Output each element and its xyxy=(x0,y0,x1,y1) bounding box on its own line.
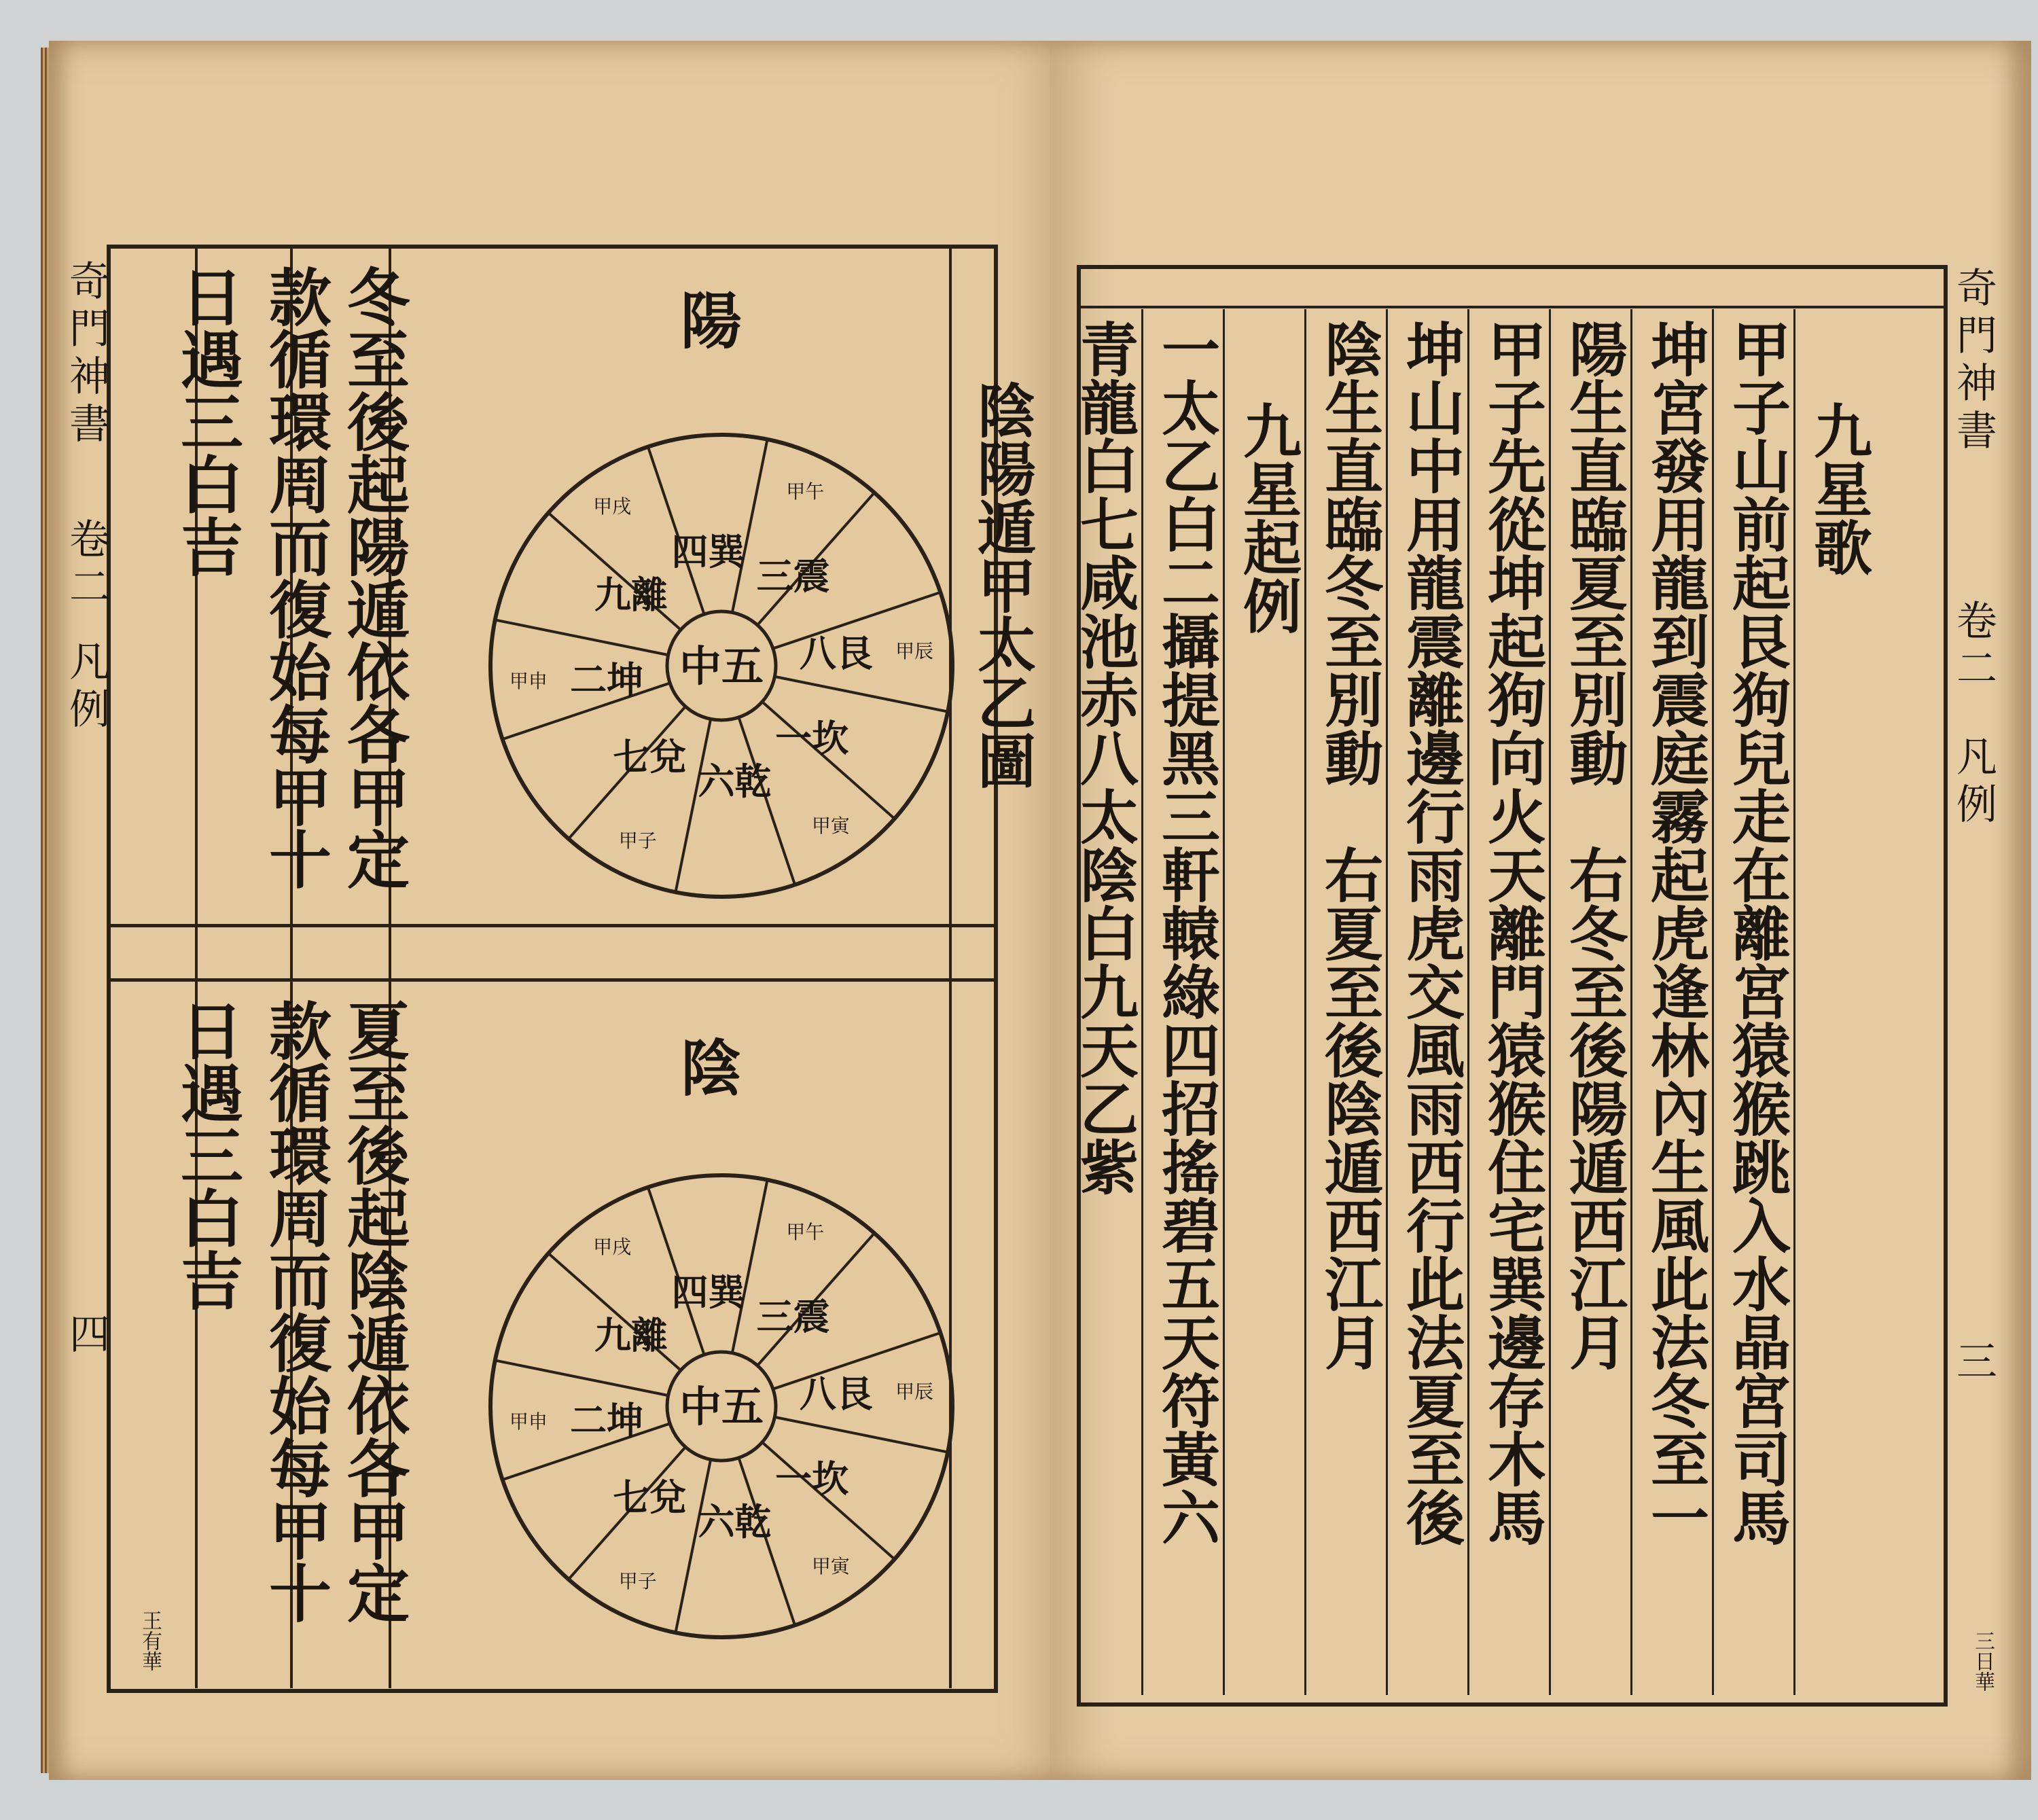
wheel-trigram-label: 七兌 xyxy=(613,735,687,779)
wheel-trigram-label: 六乾 xyxy=(698,759,772,803)
wheel-stem-label: 甲戌 xyxy=(593,495,632,518)
horizontal-divider xyxy=(107,924,997,927)
wheel-stem-label: 甲寅 xyxy=(811,815,850,838)
wheel-stem-label: 甲子 xyxy=(618,829,657,852)
wheel-stem-label: 甲午 xyxy=(786,480,825,503)
book-spread xyxy=(41,27,2011,1794)
wheel-trigram-label: 八艮 xyxy=(799,631,873,675)
wheel-trigram-label: 六乾 xyxy=(698,1499,772,1544)
text-column: 一太乙白二攝提黑三軒轅綠四招搖碧五天符黃六 xyxy=(1151,319,1220,1546)
wheel-trigram-label: 八艮 xyxy=(799,1372,873,1416)
text-column: 甲子先從坤起狗向火天離門猿猴住宅巽邊存木馬 xyxy=(1478,319,1546,1546)
wheel-svg xyxy=(477,1162,966,1651)
wheel-trigram-label: 三震 xyxy=(756,554,830,598)
yang-text-col2: 款循環周而復始每甲十 xyxy=(259,265,332,890)
gutter-volume: 卷二 xyxy=(69,516,110,611)
yang-heading: 陽 xyxy=(681,285,742,357)
wheel-trigram-label: 一坎 xyxy=(775,716,849,760)
wheel-trigram-label: 一坎 xyxy=(775,1457,849,1501)
wheel-stem-label: 甲申 xyxy=(509,669,548,692)
top-inner-rule xyxy=(1077,306,1946,308)
wheel-stem-label: 甲辰 xyxy=(895,640,934,663)
yang-wheel-diagram xyxy=(477,421,966,910)
yang-text-col3: 日遇三白吉 xyxy=(171,265,244,577)
wheel-svg xyxy=(477,421,966,910)
text-column: 九星歌 xyxy=(1804,401,1872,576)
column-rule xyxy=(1630,309,1632,1695)
wheel-center-label: 中五 xyxy=(679,641,764,691)
gutter-folio: 四 xyxy=(69,1311,110,1359)
wheel-center-label: 中五 xyxy=(679,1382,764,1431)
left-page xyxy=(49,41,1068,1780)
gutter-section: 凡例 xyxy=(1956,734,1997,829)
wheel-trigram-label: 二坤 xyxy=(570,1398,644,1442)
gutter-section: 凡例 xyxy=(69,639,110,734)
horizontal-divider-2 xyxy=(107,978,997,982)
text-column: 坤宮發用龍到震庭霧起虎逢林內生風此法冬至一 xyxy=(1641,319,1709,1546)
column-rule xyxy=(1467,309,1469,1695)
text-column: 九星起例 xyxy=(1233,401,1302,635)
yin-text-col2: 款循環周而復始每甲十 xyxy=(259,999,332,1624)
column-rule xyxy=(1141,309,1143,1695)
column-rule xyxy=(1712,309,1714,1695)
wheel-stem-label: 甲午 xyxy=(786,1221,825,1244)
yin-text-col3: 日遇三白吉 xyxy=(171,999,244,1311)
wheel-spoke xyxy=(495,620,668,655)
yang-text-col1: 冬至後起陽遁依各甲定 xyxy=(337,265,410,890)
wheel-stem-label: 甲申 xyxy=(509,1410,548,1433)
wheel-spoke xyxy=(774,677,948,712)
wheel-trigram-label: 九離 xyxy=(594,573,668,617)
yin-heading: 陰 xyxy=(681,1033,742,1105)
column-rule xyxy=(1386,309,1388,1695)
wheel-trigram-label: 二坤 xyxy=(570,658,644,702)
text-column: 青龍白七咸池赤八太陰白九天乙紫 xyxy=(1070,319,1139,1196)
gutter-volume: 卷二 xyxy=(1956,598,1997,693)
cutter-name: 王有華 xyxy=(138,1610,162,1671)
wheel-trigram-label: 三震 xyxy=(756,1294,830,1338)
wheel-trigram-label: 七兌 xyxy=(613,1476,687,1520)
column-rule xyxy=(1223,309,1225,1695)
gutter-folio: 三 xyxy=(1956,1338,1997,1386)
wheel-spoke xyxy=(774,1417,948,1452)
wheel-trigram-label: 四巽 xyxy=(671,530,745,574)
gutter-title: 奇門神書 xyxy=(1956,265,1997,455)
yin-wheel-diagram xyxy=(477,1162,966,1651)
wheel-trigram-label: 四巽 xyxy=(671,1270,745,1315)
wheel-trigram-label: 九離 xyxy=(594,1313,668,1357)
column-rule xyxy=(1304,309,1306,1695)
wheel-stem-label: 甲辰 xyxy=(895,1380,934,1404)
gutter-title: 奇門神書 xyxy=(69,258,110,448)
column-rule xyxy=(1793,309,1795,1695)
text-column: 陽生直臨夏至別動 右冬至後陽遁西江月 xyxy=(1559,319,1628,1371)
wheel-spoke xyxy=(495,1360,668,1395)
wheel-stem-label: 甲寅 xyxy=(811,1555,850,1578)
yin-text-col1: 夏至後起陰遁依各甲定 xyxy=(337,999,410,1624)
cutter-name: 三日華 xyxy=(1971,1630,1995,1692)
wheel-stem-label: 甲戌 xyxy=(593,1235,632,1258)
text-column: 陰生直臨冬至別動 右夏至後陰遁西江月 xyxy=(1315,319,1383,1371)
text-column: 坤山中用龍震離邊行雨虎交風雨西行此法夏至後 xyxy=(1396,319,1465,1546)
wheel-stem-label: 甲子 xyxy=(618,1569,657,1592)
column-rule xyxy=(1549,309,1551,1695)
text-column: 甲子山前起艮狗兒走在離宮猿猴跳入水晶宮司馬 xyxy=(1722,319,1791,1546)
right-page xyxy=(1050,41,2031,1780)
diagram-title: 陰陽遁甲太乙圖 xyxy=(967,380,1036,789)
